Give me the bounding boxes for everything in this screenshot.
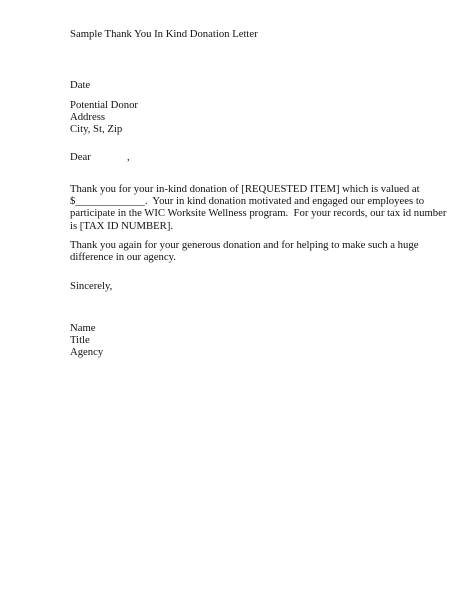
salutation-comma: , [127, 151, 130, 163]
paragraph-line: Thank you for your in-kind donation of [REQUESTED ITEM] which is valued at [70, 183, 420, 195]
paragraph-line: is [TAX ID NUMBER]. [70, 219, 174, 232]
body-paragraph-1 [70, 183, 447, 232]
body-paragraph-2 [70, 239, 419, 264]
paragraph-line: difference in our agency. [70, 251, 176, 264]
signature-agency: Agency [70, 346, 104, 358]
document-title: Sample Thank You In Kind Donation Letter [70, 28, 258, 40]
closing: Sincerely, [70, 280, 113, 292]
signature-title: Title [70, 334, 90, 346]
recipient-city-state-zip: City, St, Zip [70, 123, 123, 135]
paragraph-line: participate in the WIC Worksite Wellness program. For your records, our tax id number [70, 207, 447, 220]
paragraph-line: $_____________. Your in kind donation motivated and engaged our employees to [70, 195, 425, 208]
paragraph-line: Thank you again for your generous donation and for helping to make such a huge [70, 239, 419, 251]
date-line: Date [70, 79, 91, 91]
recipient-name: Potential Donor [70, 99, 138, 111]
recipient-address: Address [70, 111, 106, 123]
salutation: Dear [70, 151, 91, 163]
signature-name: Name [70, 322, 96, 334]
